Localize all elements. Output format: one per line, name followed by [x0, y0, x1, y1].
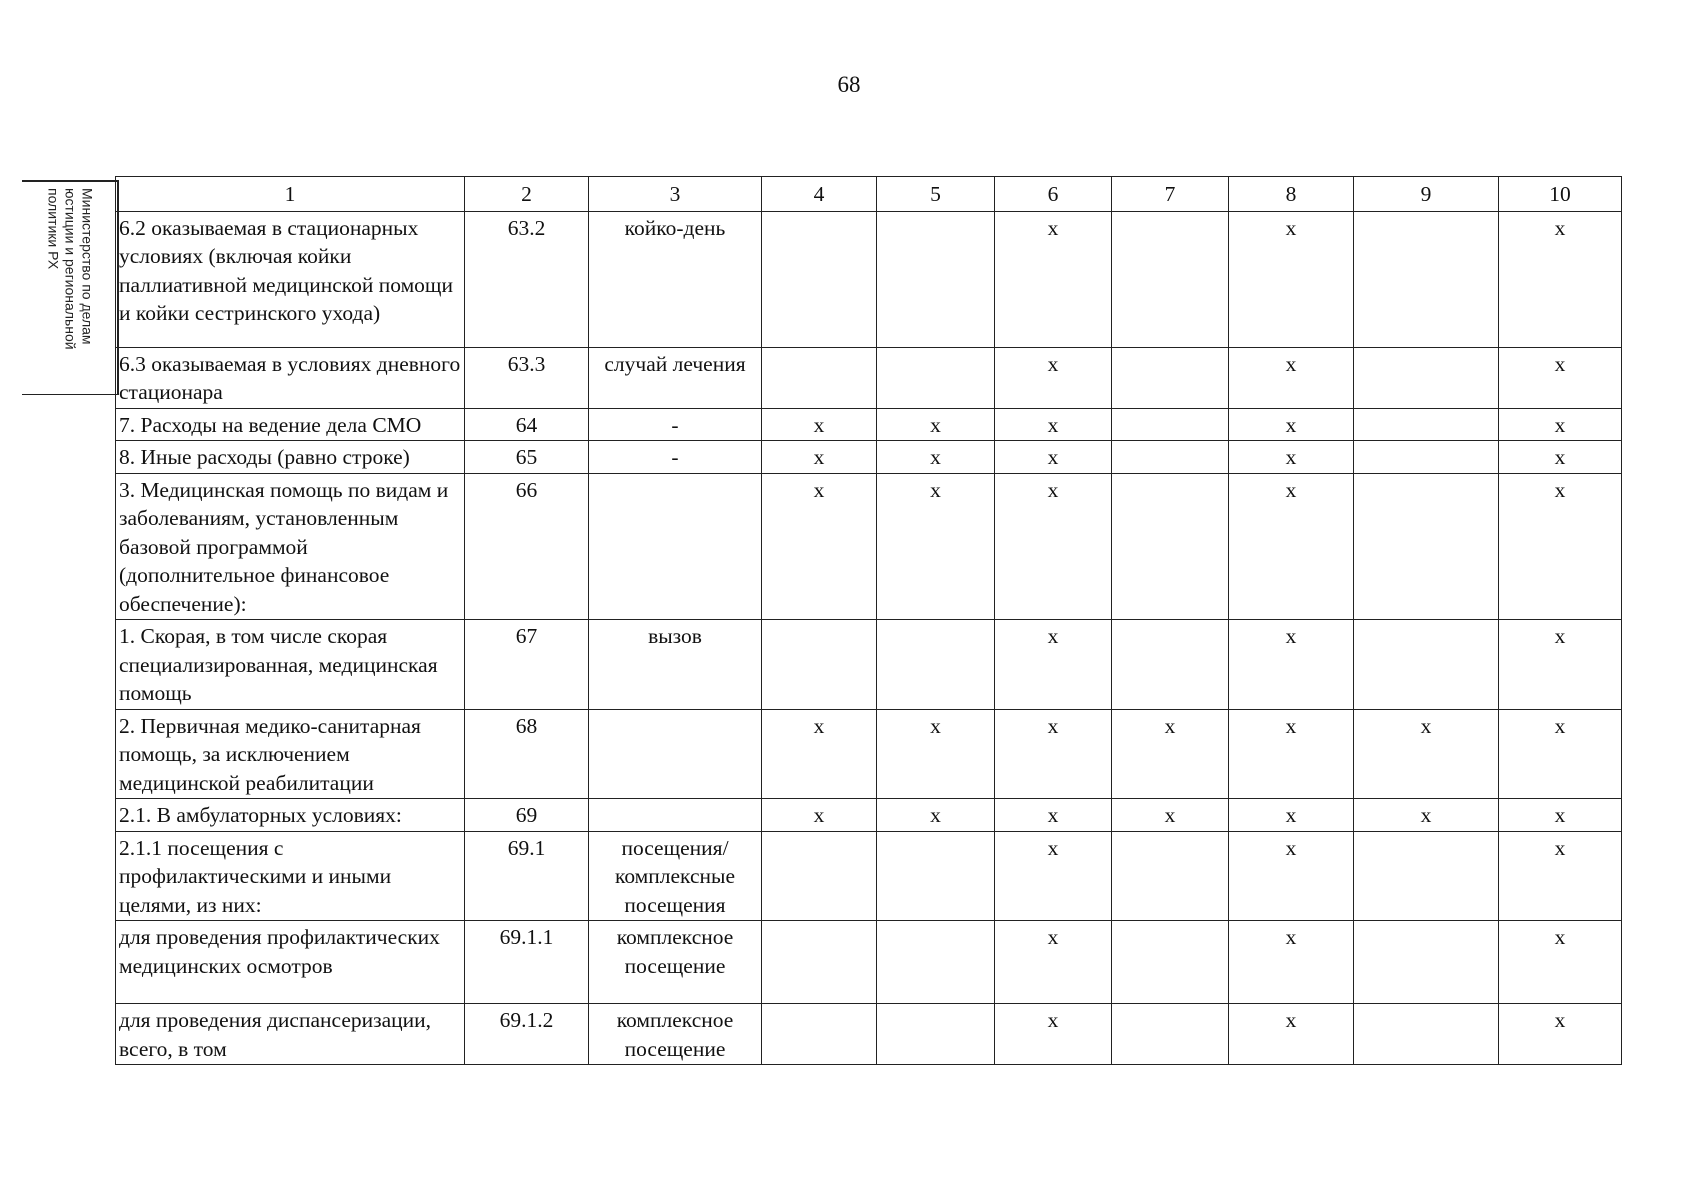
table-cell: х	[1354, 799, 1499, 832]
table-cell: х	[1112, 709, 1229, 799]
table-cell	[762, 1004, 877, 1065]
table-cell: х	[995, 709, 1112, 799]
table-cell: х	[877, 408, 995, 441]
table-cell	[877, 211, 995, 347]
header-row	[116, 177, 1622, 212]
column-header: 3	[589, 177, 762, 212]
table-row	[116, 620, 1622, 710]
table-cell: х	[1499, 211, 1622, 347]
table-cell: х	[1229, 347, 1354, 408]
column-header: 5	[877, 177, 995, 212]
table-cell: -	[589, 441, 762, 474]
table-cell: х	[1229, 921, 1354, 1004]
table-cell: х	[995, 473, 1112, 620]
table-cell: х	[1229, 408, 1354, 441]
table-cell	[1354, 441, 1499, 474]
row-label-cell: 7. Расходы на ведение дела СМО	[116, 408, 465, 441]
table-cell: х	[762, 408, 877, 441]
table-cell	[1354, 620, 1499, 710]
table-cell	[877, 620, 995, 710]
table-cell: х	[995, 1004, 1112, 1065]
table-cell: х	[1499, 408, 1622, 441]
table-cell	[1112, 831, 1229, 921]
row-label-cell: 6.2 оказываемая в стационарных условиях (включая койки паллиативной медицинской помощи и койки сестринского ухода)	[116, 211, 465, 347]
table-cell: 69	[465, 799, 589, 832]
table-cell: 66	[465, 473, 589, 620]
page-number: 68	[837, 72, 861, 97]
table-cell: х	[995, 620, 1112, 710]
table-cell: х	[1499, 347, 1622, 408]
column-header: 7	[1112, 177, 1229, 212]
table-cell	[1354, 921, 1499, 1004]
row-label-cell: 2.1. В амбулаторных условиях:	[116, 799, 465, 832]
column-header: 4	[762, 177, 877, 212]
table-cell: 69.1	[465, 831, 589, 921]
table-cell: -	[589, 408, 762, 441]
table-cell: х	[1112, 799, 1229, 832]
table-cell: х	[877, 473, 995, 620]
table-cell: х	[1499, 709, 1622, 799]
stamp-line: юстиции и региональной	[62, 188, 78, 350]
table-cell	[1354, 347, 1499, 408]
table-cell: х	[877, 799, 995, 832]
table-cell: х	[1229, 473, 1354, 620]
table-cell: х	[1499, 921, 1622, 1004]
table-cell: 63.2	[465, 211, 589, 347]
table-cell: х	[1499, 799, 1622, 832]
table-cell: 69.1.1	[465, 921, 589, 1004]
table-header	[116, 177, 1622, 212]
table-row	[116, 921, 1622, 1004]
table-cell: х	[995, 831, 1112, 921]
column-header: 10	[1499, 177, 1622, 212]
table-cell: х	[1499, 831, 1622, 921]
table-row	[116, 709, 1622, 799]
table-cell: х	[995, 441, 1112, 474]
table-cell: х	[1499, 441, 1622, 474]
table-cell: х	[1229, 799, 1354, 832]
row-label-cell: 8. Иные расходы (равно строке)	[116, 441, 465, 474]
table-cell	[762, 211, 877, 347]
table-cell	[589, 473, 762, 620]
table-cell: х	[1499, 620, 1622, 710]
table-cell: х	[1229, 1004, 1354, 1065]
table-cell: х	[762, 441, 877, 474]
table-cell: вызов	[589, 620, 762, 710]
table-cell	[1112, 921, 1229, 1004]
table-cell	[1354, 1004, 1499, 1065]
table-cell	[762, 620, 877, 710]
table-cell: х	[1229, 620, 1354, 710]
table-cell: х	[995, 347, 1112, 408]
table-row	[116, 473, 1622, 620]
table-cell: х	[995, 921, 1112, 1004]
table-cell	[762, 831, 877, 921]
row-label-cell: 2.1.1 посещения с профилактическими и иными целями, из них:	[116, 831, 465, 921]
column-header: 9	[1354, 177, 1499, 212]
column-header: 2	[465, 177, 589, 212]
table-row	[116, 831, 1622, 921]
table-cell: х	[1499, 1004, 1622, 1065]
table-cell: случай лечения	[589, 347, 762, 408]
table-cell	[1354, 211, 1499, 347]
table-cell: х	[762, 473, 877, 620]
table-row	[116, 408, 1622, 441]
stamp-line: политики РХ	[45, 188, 61, 270]
data-table	[115, 176, 1622, 1065]
table-cell	[1112, 408, 1229, 441]
table-cell: 63.3	[465, 347, 589, 408]
row-label-cell: для проведения профилактических медицинских осмотров	[116, 921, 465, 1004]
table-cell: 69.1.2	[465, 1004, 589, 1065]
row-label-cell: для проведения диспансеризации, всего, в том	[116, 1004, 465, 1065]
table-cell	[1112, 473, 1229, 620]
table-cell: комплексное посещение	[589, 1004, 762, 1065]
table-cell: х	[1499, 473, 1622, 620]
table-cell	[589, 709, 762, 799]
stamp-line: Министерство по делам	[79, 188, 95, 345]
table-cell	[1354, 473, 1499, 620]
table-cell: х	[1229, 441, 1354, 474]
table-row	[116, 347, 1622, 408]
table-cell	[589, 799, 762, 832]
table-cell: х	[877, 709, 995, 799]
table-cell: койко-день	[589, 211, 762, 347]
row-label-cell: 3. Медицинская помощь по видам и заболеваниям, установленным базовой программой (дополнительное финансовое обеспечение):	[116, 473, 465, 620]
table-cell: х	[1229, 211, 1354, 347]
table-cell	[1112, 211, 1229, 347]
table-cell: 67	[465, 620, 589, 710]
table-cell: х	[762, 799, 877, 832]
table-cell	[1112, 347, 1229, 408]
table-cell	[762, 921, 877, 1004]
table-cell: 64	[465, 408, 589, 441]
table-cell: х	[995, 408, 1112, 441]
table-cell: х	[762, 709, 877, 799]
table-cell	[877, 1004, 995, 1065]
table-row	[116, 1004, 1622, 1065]
table-body	[116, 211, 1622, 1065]
table-row	[116, 799, 1622, 832]
table-cell: х	[1229, 709, 1354, 799]
table-cell	[1354, 831, 1499, 921]
row-label-cell: 2. Первичная медико-санитарная помощь, за исключением медицинской реабилитации	[116, 709, 465, 799]
table-cell	[1112, 620, 1229, 710]
table-cell	[1354, 408, 1499, 441]
table-cell	[877, 921, 995, 1004]
table-cell: х	[995, 211, 1112, 347]
row-label-cell: 6.3 оказываемая в условиях дневного стационара	[116, 347, 465, 408]
stamp-text	[44, 188, 95, 388]
table-cell	[1112, 1004, 1229, 1065]
registration-stamp	[22, 180, 119, 395]
table-cell: х	[877, 441, 995, 474]
table-row	[116, 211, 1622, 347]
row-label-cell: 1. Скорая, в том числе скорая специализированная, медицинская помощь	[116, 620, 465, 710]
column-header: 6	[995, 177, 1112, 212]
table-cell: посещения/комплексные посещения	[589, 831, 762, 921]
table-row	[116, 441, 1622, 474]
table-cell: 68	[465, 709, 589, 799]
table-cell	[877, 347, 995, 408]
table-cell: х	[1229, 831, 1354, 921]
table-cell: комплексное посещение	[589, 921, 762, 1004]
table-cell	[762, 347, 877, 408]
table-cell	[1112, 441, 1229, 474]
column-header: 1	[116, 177, 465, 212]
table-cell: х	[1354, 709, 1499, 799]
table-cell: х	[995, 799, 1112, 832]
column-header: 8	[1229, 177, 1354, 212]
table-cell	[877, 831, 995, 921]
table-cell: 65	[465, 441, 589, 474]
